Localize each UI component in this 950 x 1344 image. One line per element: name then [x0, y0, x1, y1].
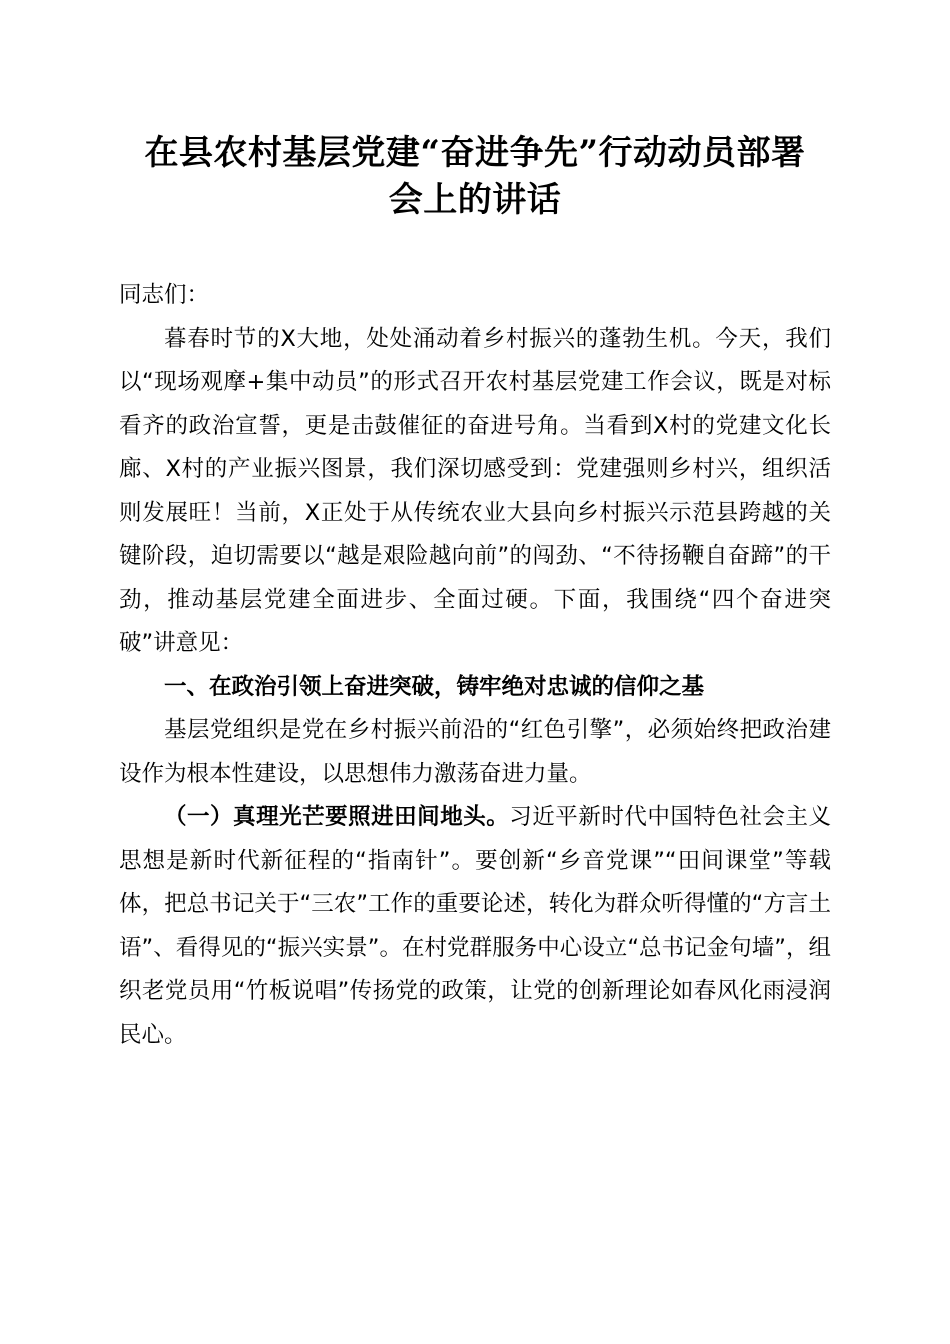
subsection-1-lead: （一）真理光芒要照进田间地头。 [164, 804, 510, 830]
subsection-1-paragraph [119, 796, 831, 1057]
document-page [119, 130, 831, 1057]
subsection-1-body: 习近平新时代中国特色社会主义思想是新时代新征程的“指南针”。要创新“乡音党课”“田间课堂”等载体，把总书记关于“三农”工作的重要论述，转化为群众听得懂的“方言土语”、看得见的“振兴实景”。在村党群服务中心设立“总书记金句墙”，组织老党员用“竹板说唱”传扬党的政策，让党的创新理论如春风化雨浸润民心。 [119, 804, 831, 1048]
salutation: 同志们： [119, 282, 210, 308]
section-1-paragraph: 基层党组织是党在乡村振兴前沿的“红色引擎”，必须始终把政治建设作为根本性建设，以思想伟力激荡奋进力量。 [119, 717, 831, 787]
section-1-heading: 一、在政治引领上奋进突破，铸牢绝对忠诚的信仰之基 [164, 673, 705, 700]
document-title [119, 130, 831, 224]
title-line-2: 会上的讲话 [388, 180, 562, 220]
title-line-1: 在县农村基层党建“奋进争先”行动动员部署 [144, 133, 806, 173]
intro-paragraph: 暮春时节的X大地，处处涌动着乡村振兴的蓬勃生机。今天，我们以“现场观摩+集中动员”的形式召开农村基层党建工作会议，既是对标看齐的政治宣誓，更是击鼓催征的奋进号角。当看到X村的党建文化长廊、X村的产业振兴图景，我们深切感受到：党建强则乡村兴，组织活则发展旺！当前，X正处于从传统农业大县向乡村振兴示范县跨越的关键阶段，迫切需要以“越是艰险越向前”的闯劲、“不待扬鞭自奋蹄”的干劲，推动基层党建全面进步、全面过硬。下面，我围绕“四个奋进突破”讲意见： [119, 325, 831, 656]
